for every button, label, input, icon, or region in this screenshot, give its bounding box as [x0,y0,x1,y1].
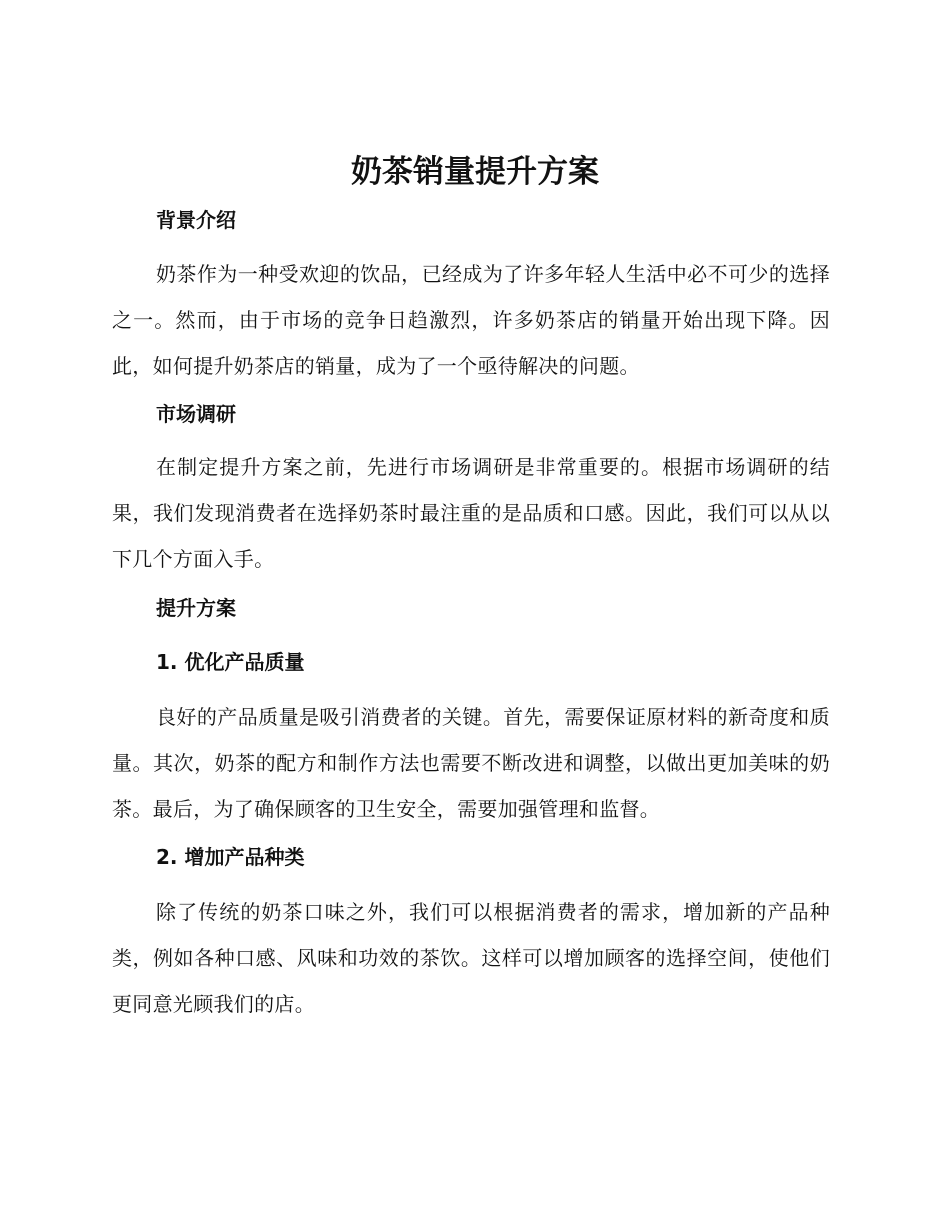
section-body-background: 奶茶作为一种受欢迎的饮品，已经成为了许多年轻人生活中必不可少的选择之一。然而，由于市场的竞争日趋激烈，许多奶茶店的销量开始出现下降。因此，如何提升奶茶店的销量，成为了一个亟待解决的问题。 [112,262,830,378]
subsection-heading-variety: 2. 增加产品种类 [156,845,305,869]
section-heading-research: 市场调研 [156,402,236,426]
section-body-research: 在制定提升方案之前，先进行市场调研是非常重要的。根据市场调研的结果，我们发现消费者在选择奶茶时最注重的是品质和口感。因此，我们可以从以下几个方面入手。 [112,455,830,571]
document-title: 奶茶销量提升方案 [351,154,599,190]
section-heading-plan: 提升方案 [156,596,236,620]
subsection-body-variety: 除了传统的奶茶口味之外，我们可以根据消费者的需求，增加新的产品种类，例如各种口感、风味和功效的茶饮。这样可以增加顾客的选择空间，使他们更同意光顾我们的店。 [112,900,830,1016]
subsection-body-quality: 良好的产品质量是吸引消费者的关键。首先，需要保证原材料的新奇度和质量。其次，奶茶的配方和制作方法也需要不断改进和调整，以做出更加美味的奶茶。最后，为了确保顾客的卫生安全，需要加强管理和监督。 [112,705,830,821]
section-heading-background: 背景介绍 [156,208,236,232]
subsection-heading-quality: 1. 优化产品质量 [156,650,305,674]
